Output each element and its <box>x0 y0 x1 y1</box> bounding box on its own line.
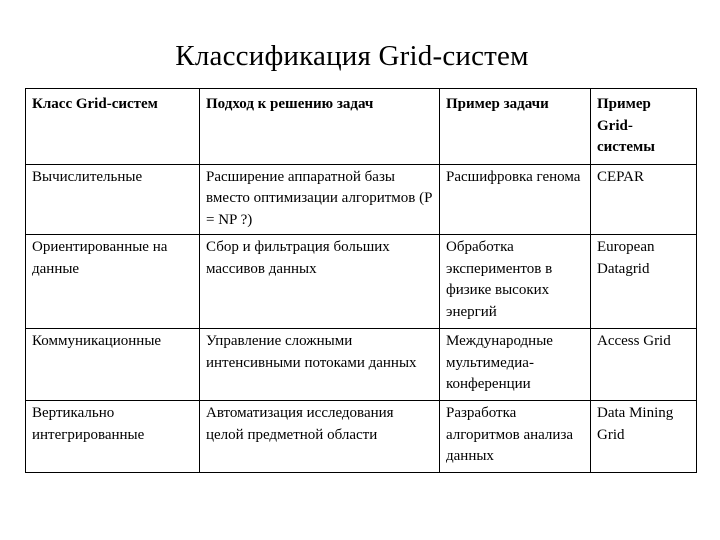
slide-title: Классификация Grid-систем <box>175 40 529 72</box>
cell-example-system: Data Mining Grid <box>591 401 697 473</box>
cell-example-task: Обработка экспериментов в физике высоких энергий <box>440 235 591 329</box>
table-row <box>26 401 697 473</box>
table-row <box>26 235 697 329</box>
table-header-row <box>26 89 697 165</box>
table-row <box>26 329 697 401</box>
cell-approach: Управление сложными интенсивными потоками данных <box>200 329 440 401</box>
cell-approach: Расширение аппаратной базы вместо оптимизации алгоритмов (P = NP ?) <box>200 164 440 235</box>
header-example-system: Пример Grid-системы <box>591 89 697 165</box>
cell-grid-class: Ориентированные на данные <box>26 235 200 329</box>
header-example-task: Пример задачи <box>440 89 591 165</box>
cell-grid-class: Коммуникационные <box>26 329 200 401</box>
table-row <box>26 164 697 235</box>
cell-example-task: Расшифровка генома <box>440 164 591 235</box>
cell-approach: Сбор и фильтрация больших массивов данных <box>200 235 440 329</box>
cell-grid-class: Вычислительные <box>26 164 200 235</box>
cell-example-task: Международные мультимедиа-конференции <box>440 329 591 401</box>
header-grid-class: Класс Grid-систем <box>26 89 200 165</box>
cell-example-system: CEPAR <box>591 164 697 235</box>
cell-approach: Автоматизация исследования целой предметной области <box>200 401 440 473</box>
header-approach: Подход к решению задач <box>200 89 440 165</box>
cell-example-system: European Datagrid <box>591 235 697 329</box>
grid-classification-table <box>25 88 697 473</box>
cell-example-task: Разработка алгоритмов анализа данных <box>440 401 591 473</box>
cell-example-system: Access Grid <box>591 329 697 401</box>
cell-grid-class: Вертикально интегрированные <box>26 401 200 473</box>
